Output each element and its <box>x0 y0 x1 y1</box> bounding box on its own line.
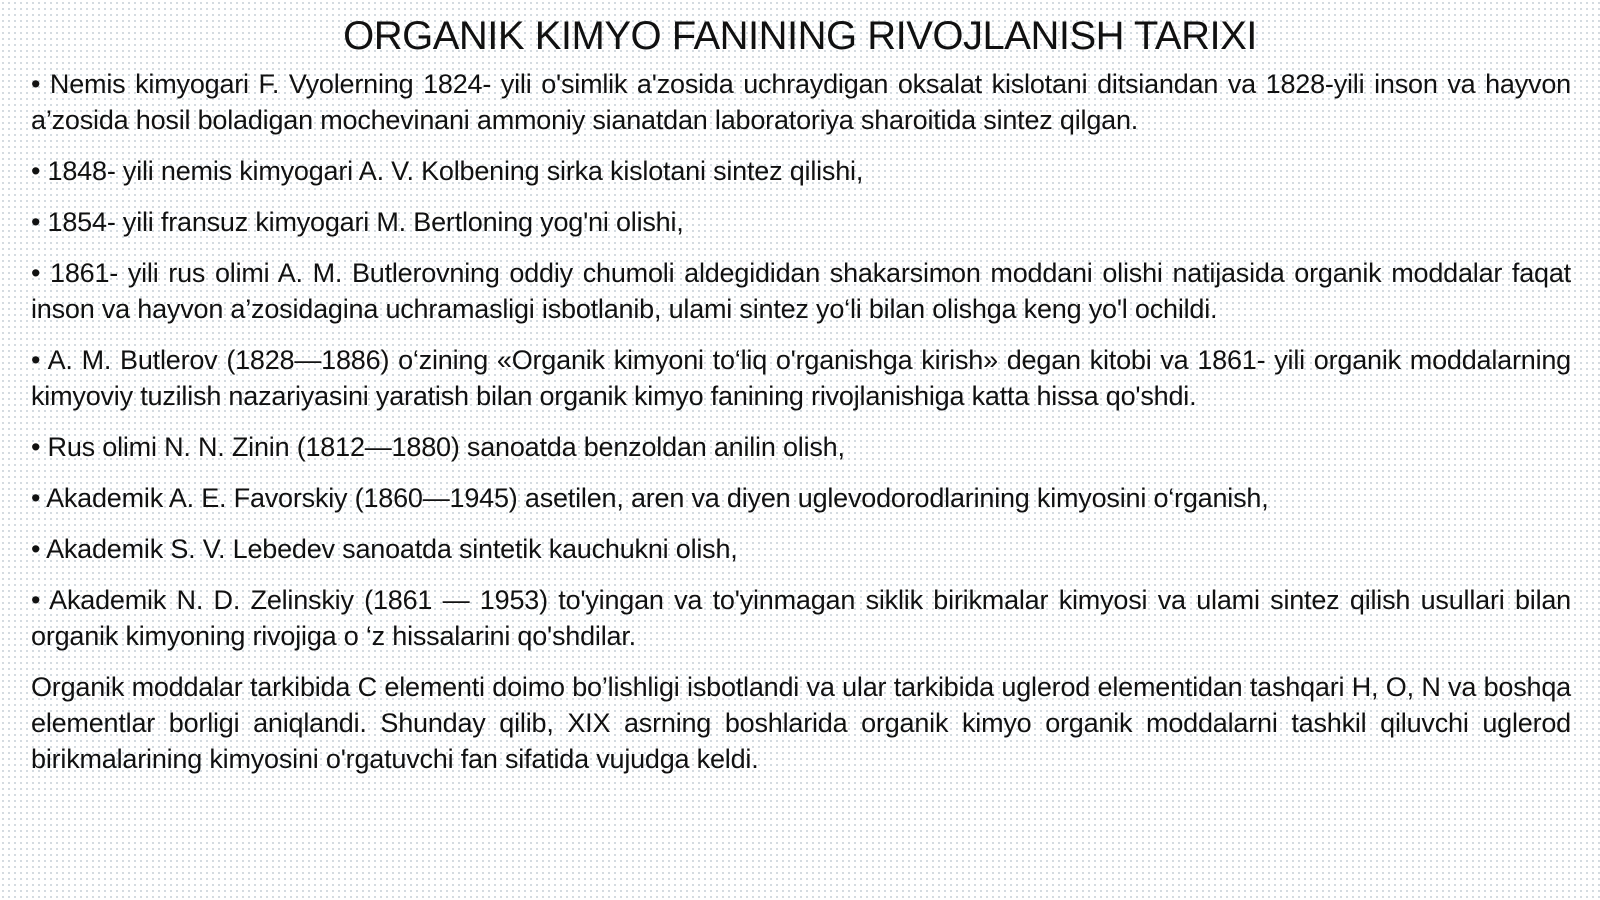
slide-body <box>31 66 1571 777</box>
paragraph-zelinskiy: • Akademik N. D. Zelinskiy (1861 — 1953) to'yingan va to'yinmagan siklik birikmalar kimyosi va ulami sintez qilish usullari bilan organik kimyoning rivojiga o ‘z hissalarini qo'shdilar. <box>31 585 1571 651</box>
paragraph-butlerov-synthesis: • 1861- yili rus olimi A. M. Butlerovning oddiy chumoli aldegididan shakarsimon moddani olishi natijasida organik moddalar faqat inson va hayvon a’zosidagina uchramasligi isbotlanib, ulami sintez yo‘li bilan olishga keng yo'l ochildi. <box>31 258 1571 324</box>
paragraph-favorskiy: • Akademik A. E. Favorskiy (1860—1945) asetilen, aren va diyen uglevodorodlarining kimyosini o‘rganish, <box>31 483 1269 513</box>
slide-title: ORGANIK KIMYO FANINING RIVOJLANISH TARIXI <box>343 14 1257 58</box>
paragraph-kolbe: • 1848- yili nemis kimyogari A. V. Kolbening sirka kislotani sintez qilishi, <box>31 156 864 186</box>
paragraph-zinin: • Rus olimi N. N. Zinin (1812—1880) sanoatda benzoldan anilin olish, <box>31 432 845 462</box>
paragraph-conclusion: Organik moddalar tarkibida C elementi doimo bo’lishligi isbotlandi va ular tarkibida uglerod elementidan tashqari H, O, N va boshqa elementlar borligi aniqlandi. Shunday qilib, XIX asrning boshlarida organik kimyo organik moddalarni tashkil qiluvchi uglerod birikmalarining kimyosini o'rgatuvchi fan sifatida vujudga keldi. <box>31 672 1571 774</box>
paragraph-bertlo: • 1854- yili fransuz kimyogari M. Bertloning yog'ni olishi, <box>31 207 684 237</box>
paragraph-butlerov-theory: • A. M. Butlerov (1828—1886) o‘zining «Organik kimyoni to‘liq o'rganishga kirish» degan kitobi va 1861- yili organik moddalarning kimyoviy tuzilish nazariyasini yaratish bilan organik kimyo fanining rivojlanishiga katta hissa qo'shdi. <box>31 345 1571 411</box>
paragraph-lebedev: • Akademik S. V. Lebedev sanoatda sintetik kauchukni olish, <box>31 534 738 564</box>
paragraph-vyoler: • Nemis kimyogari F. Vyolerning 1824- yili o'simlik a'zosida uchraydigan oksalat kislotani ditsiandan va 1828-yili inson va hayvon a’zosida hosil boladigan mochevinani ammoniy sianatdan laboratoriya sharoitida sintez qilgan. <box>31 69 1571 135</box>
